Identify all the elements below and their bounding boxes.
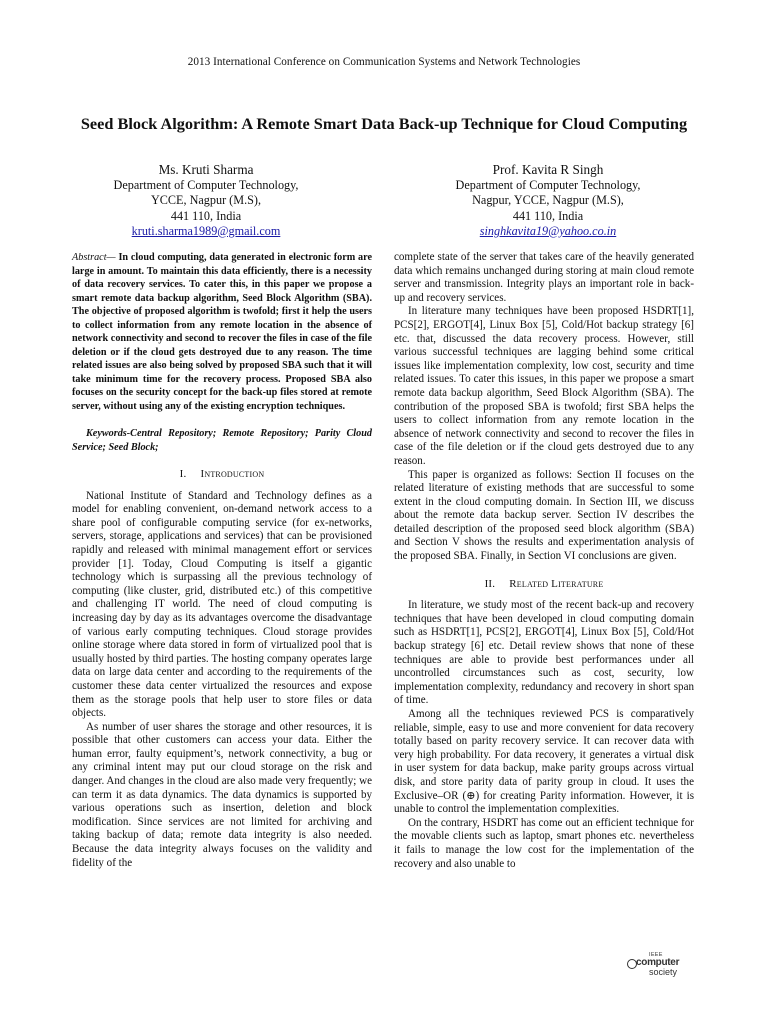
author-zip: 441 110, India: [512, 208, 584, 223]
right-column: [394, 251, 694, 871]
author-name: Prof. Kavita R Singh: [492, 162, 604, 177]
logo-text: society: [649, 967, 678, 977]
section-number: II.: [484, 577, 496, 590]
section-heading-introduction: [72, 468, 372, 482]
paragraph: complete state of the server that takes care of the heavily generated data which remains unchanged during storing at main cloud remote server and transmission. Integrity plays an important role in back-up and recovery services.: [394, 251, 694, 304]
author-zip: 441 110, India: [170, 208, 242, 223]
paragraph: National Institute of Standard and Technology defines as a model for enabling convenient, on-demand network access to a share pool of configurable computing service (for ex-networks, servers, storage, applications and services) that can be provisioned rapidly and released with minimal management effort or services provider [1]. Today, Cloud Computing is itself a gigantic technology which is surpassing all the previous technology of computing (like cluster, grid, distributed etc.) of this competitive and challenging IT world. The need of cloud computing is increasing day by day as its advantages overcome the disadvantage of various early computing techniques. Cloud storage provides online storage where data stored in form of virtualized pool that is usually hosted by third parties. The hosting company operates large data on large data center and according to the requirements of the customer these data center virtualized the resources and expose them as the storage pools that help user to store files or data objects.: [72, 489, 372, 720]
author-institution: YCCE, Nagpur (M.S),: [150, 193, 262, 208]
author-institution: Nagpur, YCCE, Nagpur (M.S),: [472, 193, 624, 208]
abstract-text: In cloud computing, data generated in electronic form are large in amount. To maintain this data efficiently, there is a necessity of data recovery services. To cater this, in this paper we propose a smart remote data backup algorithm, Seed Block Algorithm (SBA). The objective of proposed algorithm is twofold; first it help the users to collect information from any remote location in the absence of network connectivity and second to recover the files in case of the file deletion or if the cloud gets destroyed due to any reason. The time related issues are also being solved by proposed SBA such that it will take minimum time for the recovery process. Proposed SBA also focuses on the security concept for the back-up files stored at remote server, without using any of the existing encryption techniques.: [72, 252, 372, 412]
conference-header: 2013 International Conference on Communication Systems and Network Technologies: [187, 56, 581, 68]
paragraph: Among all the techniques reviewed PCS is comparatively reliable, simple, easy to use and more convenient for data recovery totally based on parity recovery service. It can recover data with very high probability. For data recovery, it generates a virtual disk in user system for data backup, make parity groups across virtual disk, and store parity data of parity group in cloud. It uses the Exclusive–OR (⊕) for creating Parity information. However, it is unable to control the implementation complexities.: [394, 708, 694, 816]
author-email-link[interactable]: singhkavita19@yahoo.co.in: [479, 223, 617, 238]
logo-text: IEEE: [649, 952, 663, 958]
author-email-link[interactable]: kruti.sharma1989@gmail.com: [131, 223, 281, 238]
left-column: [72, 251, 372, 870]
paragraph: As number of user shares the storage and other resources, it is possible that other customers can access your data. Either the human error, faulty equipment’s, network connectivity, a bug or any criminal intent may put our cloud storage on the risk and danger. And changes in the cloud are also made very frequently; we can term it as data dynamics. The data dynamics is supported by various operations such as insertion, deletion and block modification. Since services are not limited for archiving and taking backup of data; remote data integrity is also needed. Because the data integrity always focuses on the validity and fidelity of the: [72, 720, 372, 869]
author-department: Department of Computer Technology,: [113, 178, 299, 193]
author-block-2: [398, 162, 698, 239]
section-heading-related-literature: [394, 578, 694, 592]
abstract: [72, 251, 372, 413]
section-title: Introduction: [200, 468, 265, 480]
author-department: Department of Computer Technology,: [455, 178, 641, 193]
paper-title: Seed Block Algorithm: A Remote Smart Data Back-up Technique for Cloud Computing: [80, 114, 688, 133]
keywords: Keywords-Central Repository; Remote Repository; Parity Cloud Service; Seed Block;: [72, 428, 372, 453]
section-title: Related Literature: [509, 577, 604, 590]
section-number: I.: [179, 468, 187, 480]
paragraph: On the contrary, HSDRT has come out an efficient technique for the movable clients such as laptop, smart phones etc. nevertheless it fails to manage the low cost for the implementation of the recovery and also unable to: [394, 816, 694, 870]
logo-text: computer: [636, 957, 680, 968]
paragraph: In literature many techniques have been proposed HSDRT[1], PCS[2], ERGOT[4], Linux Box [5], Cold/Hot backup strategy [6] etc. that, discussed the data recovery process. However, still various successful techniques are lagging behind some critical issues like implementation complexity, low cost, security and time related issues. To cater this issues, in this paper we propose a smart remote data backup algorithm, Seed Block Algorithm (SBA). The contribution of the proposed SBA is twofold; first SBA helps the users to collect information from any remote location in the absence of network connectivity and second to recover the files in case of the file deletion or if the cloud gets destroyed due to any reason.: [394, 305, 694, 467]
ieee-computer-society-logo: [627, 952, 697, 978]
author-block-1: [56, 162, 356, 239]
abstract-label: Abstract—: [72, 252, 116, 263]
paragraph: In literature, we study most of the recent back-up and recovery techniques that have been developed in cloud computing domain such as HSDRT[1], PCS[2], ERGOT[4], Linux Box [5], Cold/Hot backup strategy [6] etc. Detail review shows that none of these techniques are able to provide best performances under all uncontrolled circumstances such as cost, security, low implementation complexity, redundancy and recovery in short span of time.: [394, 599, 694, 707]
paragraph: This paper is organized as follows: Section II focuses on the related literature of existing methods that are successful to some extent in the cloud computing domain. In Section III, we discuss about the remote data backup server. Section IV describes the detailed description of the proposed seed block algorithm (SBA) and Section V shows the results and experimentation analysis of the proposed SBA. Finally, in Section VI conclusions are given.: [394, 468, 694, 563]
author-name: Ms. Kruti Sharma: [158, 162, 254, 177]
